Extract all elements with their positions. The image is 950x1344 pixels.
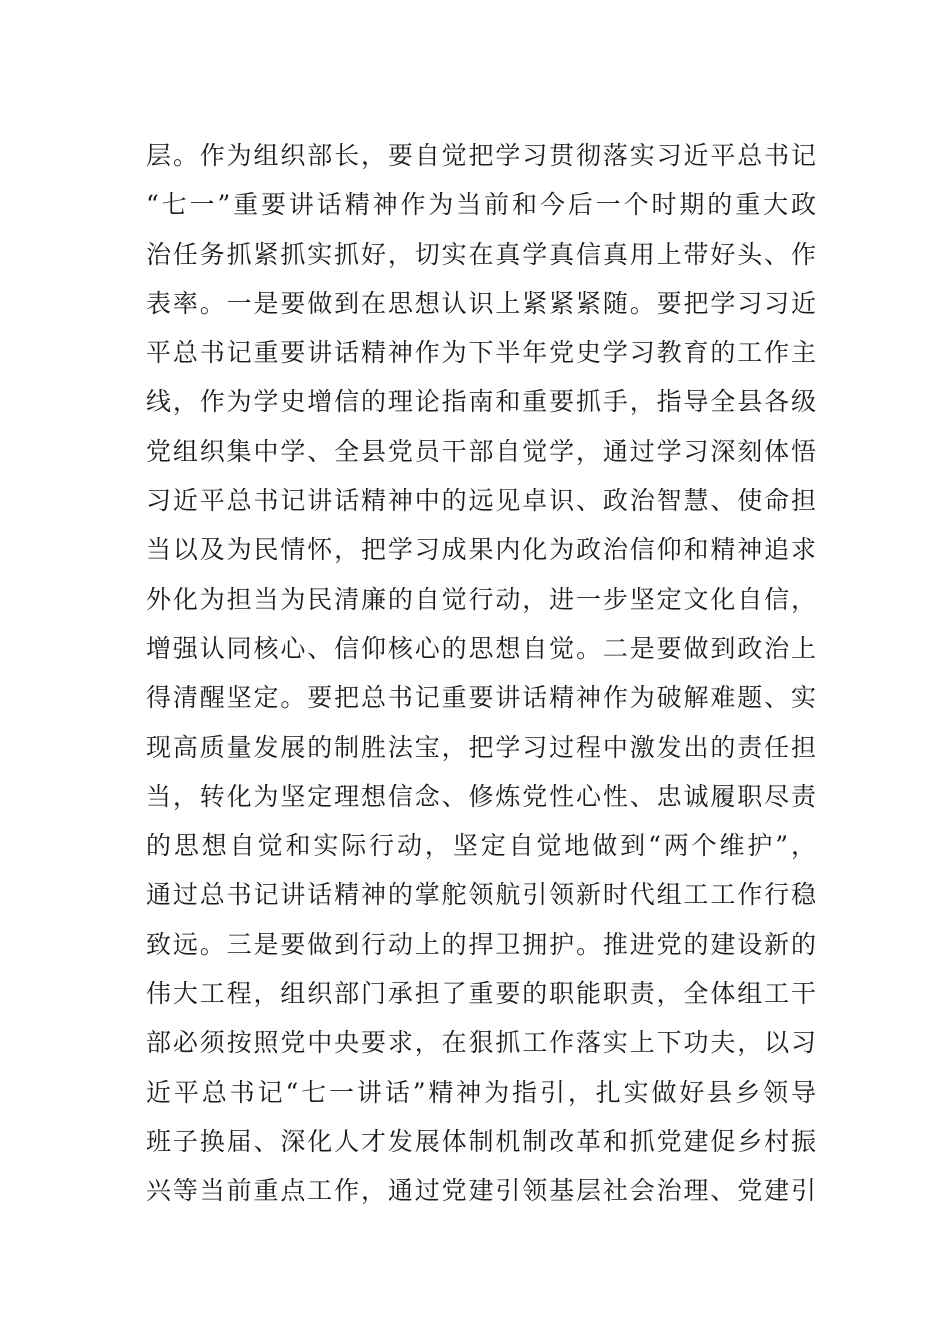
text-line-17: 致远。三是要做到行动上的捍卫拥护。推进党的建设新的 — [146, 929, 816, 959]
text-line-8: 习近平总书记讲话精神中的远见卓识、政治智慧、使命担 — [146, 486, 816, 516]
text-line-2: “七一”重要讲话精神作为当前和今后一个时期的重大政 — [146, 190, 816, 220]
text-line-1: 层。作为组织部长，要自觉把学习贯彻落实习近平总书记 — [146, 141, 816, 170]
text-line-12: 得清醒坚定。要把总书记重要讲话精神作为破解难题、实 — [146, 683, 816, 713]
text-line-4: 表率。一是要做到在思想认识上紧紧紧随。要把学习习近 — [146, 288, 816, 318]
text-line-11: 增强认同核心、信仰核心的思想自觉。二是要做到政治上 — [146, 633, 816, 663]
text-line-10: 外化为担当为民清廉的自觉行动，进一步坚定文化自信， — [146, 584, 816, 614]
text-line-3: 治任务抓紧抓实抓好，切实在真学真信真用上带好头、作 — [146, 239, 816, 269]
text-line-22: 兴等当前重点工作，通过党建引领基层社会治理、党建引 — [146, 1176, 816, 1206]
text-line-5: 平总书记重要讲话精神作为下半年党史学习教育的工作主 — [146, 338, 816, 368]
text-line-15: 的思想自觉和实际行动，坚定自觉地做到“两个维护”， — [146, 831, 816, 861]
text-line-6: 线，作为学史增信的理论指南和重要抓手，指导全县各级 — [146, 387, 816, 417]
text-line-19: 部必须按照党中央要求，在狠抓工作落实上下功夫，以习 — [146, 1028, 816, 1058]
text-line-20: 近平总书记“七一讲话”精神为指引，扎实做好县乡领导 — [146, 1077, 816, 1107]
text-line-14: 当，转化为坚定理想信念、修炼党性心性、忠诚履职尽责 — [146, 781, 816, 811]
text-line-7: 党组织集中学、全县党员干部自觉学，通过学习深刻体悟 — [146, 436, 816, 466]
text-line-21: 班子换届、深化人才发展体制机制改革和抓党建促乡村振 — [146, 1126, 816, 1156]
text-line-13: 现高质量发展的制胜法宝，把学习过程中激发出的责任担 — [146, 732, 816, 762]
body-text — [146, 131, 816, 1216]
text-line-16: 通过总书记讲话精神的掌舵领航引领新时代组工工作行稳 — [146, 880, 816, 910]
text-line-18: 伟大工程，组织部门承担了重要的职能职责，全体组工干 — [146, 979, 816, 1009]
text-line-9: 当以及为民情怀，把学习成果内化为政治信仰和精神追求 — [146, 535, 816, 565]
